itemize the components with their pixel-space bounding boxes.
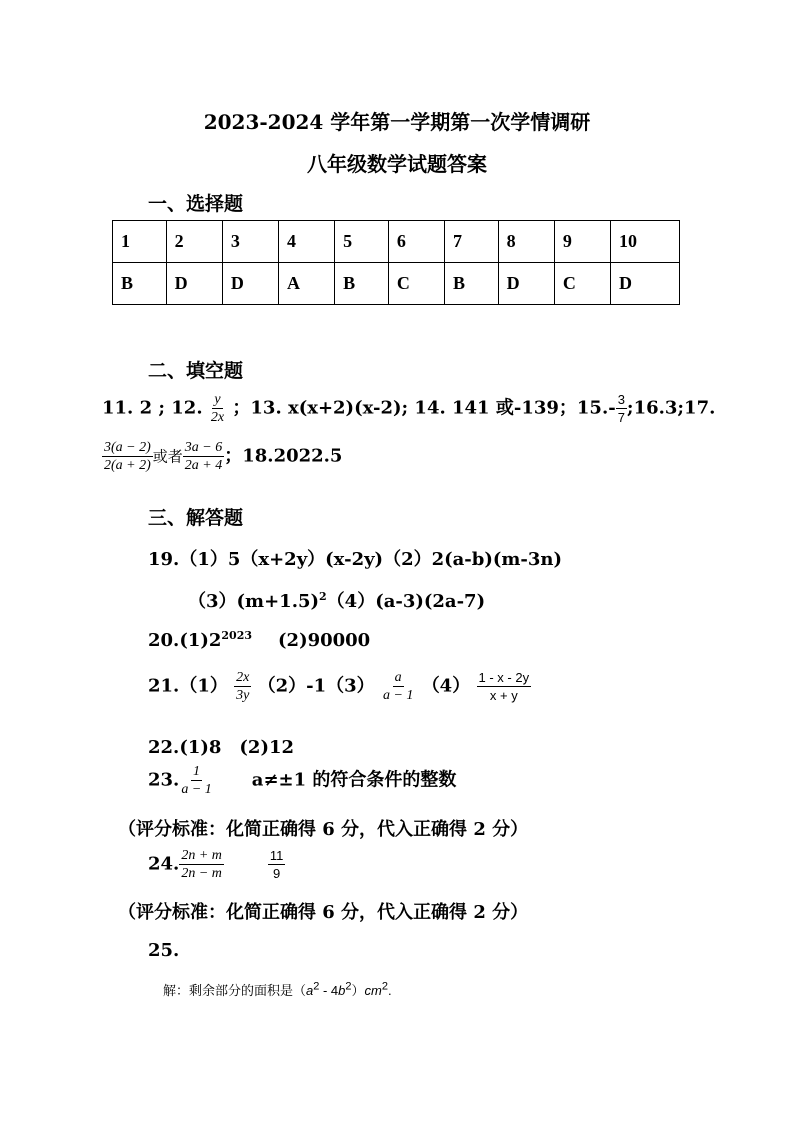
answer-table — [112, 220, 680, 305]
fill-line-2 — [102, 440, 342, 473]
table-row-answers — [113, 263, 680, 305]
text-segment: （4） — [421, 675, 471, 697]
text-segment: ；13. x(x+2)(x-2); 14. 141 或-139；15.- — [232, 397, 616, 419]
grading-note-1: （评分标准：化简正确得 6 分，代入正确得 2 分） — [118, 819, 529, 840]
denominator: a − 1 — [181, 782, 212, 797]
table-cell: 1 — [113, 221, 167, 263]
denominator: 2a + 4 — [184, 458, 223, 473]
q19-line-2 — [188, 587, 485, 613]
numerator: 3a − 6 — [184, 440, 223, 455]
denominator: x + y — [489, 688, 518, 703]
q25-line: 25. — [148, 940, 180, 961]
numerator: 1 — [193, 764, 201, 779]
table-row-numbers — [113, 221, 680, 263]
table-cell: 9 — [554, 221, 610, 263]
text-segment: ） — [351, 983, 365, 998]
fraction-q15 — [616, 392, 627, 425]
q25-solution — [163, 980, 392, 999]
page-subtitle: 八年级数学试题答案 — [307, 152, 487, 176]
table-cell: 10 — [611, 221, 680, 263]
numerator: 2x — [236, 670, 250, 685]
q22-line: 22.(1)8 (2)12 — [148, 737, 295, 758]
numerator: y — [214, 392, 221, 407]
text-segment: ;16.3;17. — [626, 397, 716, 419]
table-cell: 8 — [498, 221, 554, 263]
text-segment: . — [388, 983, 392, 998]
numerator: 3(a − 2) — [104, 440, 151, 455]
numerator: 2n + m — [181, 848, 222, 863]
fraction-q21-4 — [477, 670, 532, 703]
table-cell: D — [166, 263, 222, 305]
text-or: 或者 — [152, 447, 183, 466]
text-segment: （4）(a-3)(2a-7) — [326, 591, 486, 612]
text-segment: 24. — [148, 853, 180, 875]
table-cell: A — [279, 263, 335, 305]
table-cell: D — [611, 263, 680, 305]
fraction-q24-b — [268, 848, 286, 881]
text-segment: a≠±1 的符合条件的整数 — [251, 769, 457, 791]
fraction-q17a — [102, 440, 153, 473]
grading-note-2: （评分标准：化简正确得 6 分，代入正确得 2 分） — [118, 902, 529, 923]
q23-line — [148, 764, 456, 797]
text-segment: (2)90000 — [278, 630, 371, 651]
numerator: 11 — [269, 848, 284, 863]
text-segment: 23. — [148, 769, 180, 791]
fraction-q21-1 — [234, 670, 251, 703]
table-cell: D — [222, 263, 278, 305]
superscript: 2 — [345, 980, 352, 993]
var-b: b — [338, 983, 346, 998]
q20-line — [148, 629, 370, 651]
var-a: a — [306, 983, 314, 998]
fill-line-1 — [102, 392, 715, 425]
fraction-q12 — [209, 392, 226, 425]
text-segment: 20.(1)2 — [148, 630, 222, 651]
text-segment: ；18.2022.5 — [224, 445, 343, 467]
section-heading-solve: 三、解答题 — [148, 507, 244, 529]
table-cell: B — [113, 263, 167, 305]
unit-cm: cm — [364, 983, 382, 998]
table-cell: 4 — [279, 221, 335, 263]
denominator: 2n − m — [181, 866, 222, 881]
denominator: 3y — [236, 688, 250, 703]
fraction-q24-a — [179, 848, 224, 881]
section-heading-fill: 二、填空题 — [148, 360, 244, 382]
text-segment: （2）-1（3） — [257, 675, 375, 697]
section-heading-choice: 一、选择题 — [148, 193, 244, 215]
text-segment: 11. 2 ; 12. — [102, 397, 203, 419]
table-cell: 5 — [335, 221, 389, 263]
fraction-q21-3 — [381, 670, 415, 703]
superscript: 2 — [319, 590, 327, 603]
q24-line — [148, 848, 285, 881]
table-cell: B — [445, 263, 499, 305]
table-cell: C — [554, 263, 610, 305]
text-segment: 解：剩余部分的面积是（ — [163, 983, 307, 998]
table-cell: 7 — [445, 221, 499, 263]
table-cell: B — [335, 263, 389, 305]
table-cell: C — [388, 263, 444, 305]
numerator: 1 - x - 2y — [478, 670, 530, 685]
table-cell: 2 — [166, 221, 222, 263]
fraction-q17b — [183, 440, 224, 473]
numerator: a — [394, 670, 402, 685]
q19-line-1: 19.（1）5（x+2y）(x-2y)（2）2(a-b)(m-3n) — [148, 549, 563, 570]
text-segment: 21.（1） — [148, 675, 228, 697]
text-segment: （3）(m+1.5) — [188, 591, 320, 612]
fraction-q23 — [179, 764, 213, 797]
denominator: 9 — [273, 866, 281, 881]
denominator: 2x — [210, 410, 225, 425]
superscript: 2023 — [221, 629, 253, 642]
q21-line — [148, 670, 531, 703]
denominator: 7 — [617, 410, 625, 425]
text-segment: - 4 — [319, 983, 339, 998]
table-cell: D — [498, 263, 554, 305]
denominator: a − 1 — [382, 688, 414, 703]
superscript: 2 — [313, 980, 320, 993]
page-title: 2023-2024 学年第一学期第一次学情调研 — [203, 110, 591, 134]
numerator: 3 — [617, 392, 625, 407]
table-cell: 6 — [388, 221, 444, 263]
table-cell: 3 — [222, 221, 278, 263]
superscript: 2 — [381, 980, 389, 993]
denominator: 2(a + 2) — [104, 458, 151, 473]
